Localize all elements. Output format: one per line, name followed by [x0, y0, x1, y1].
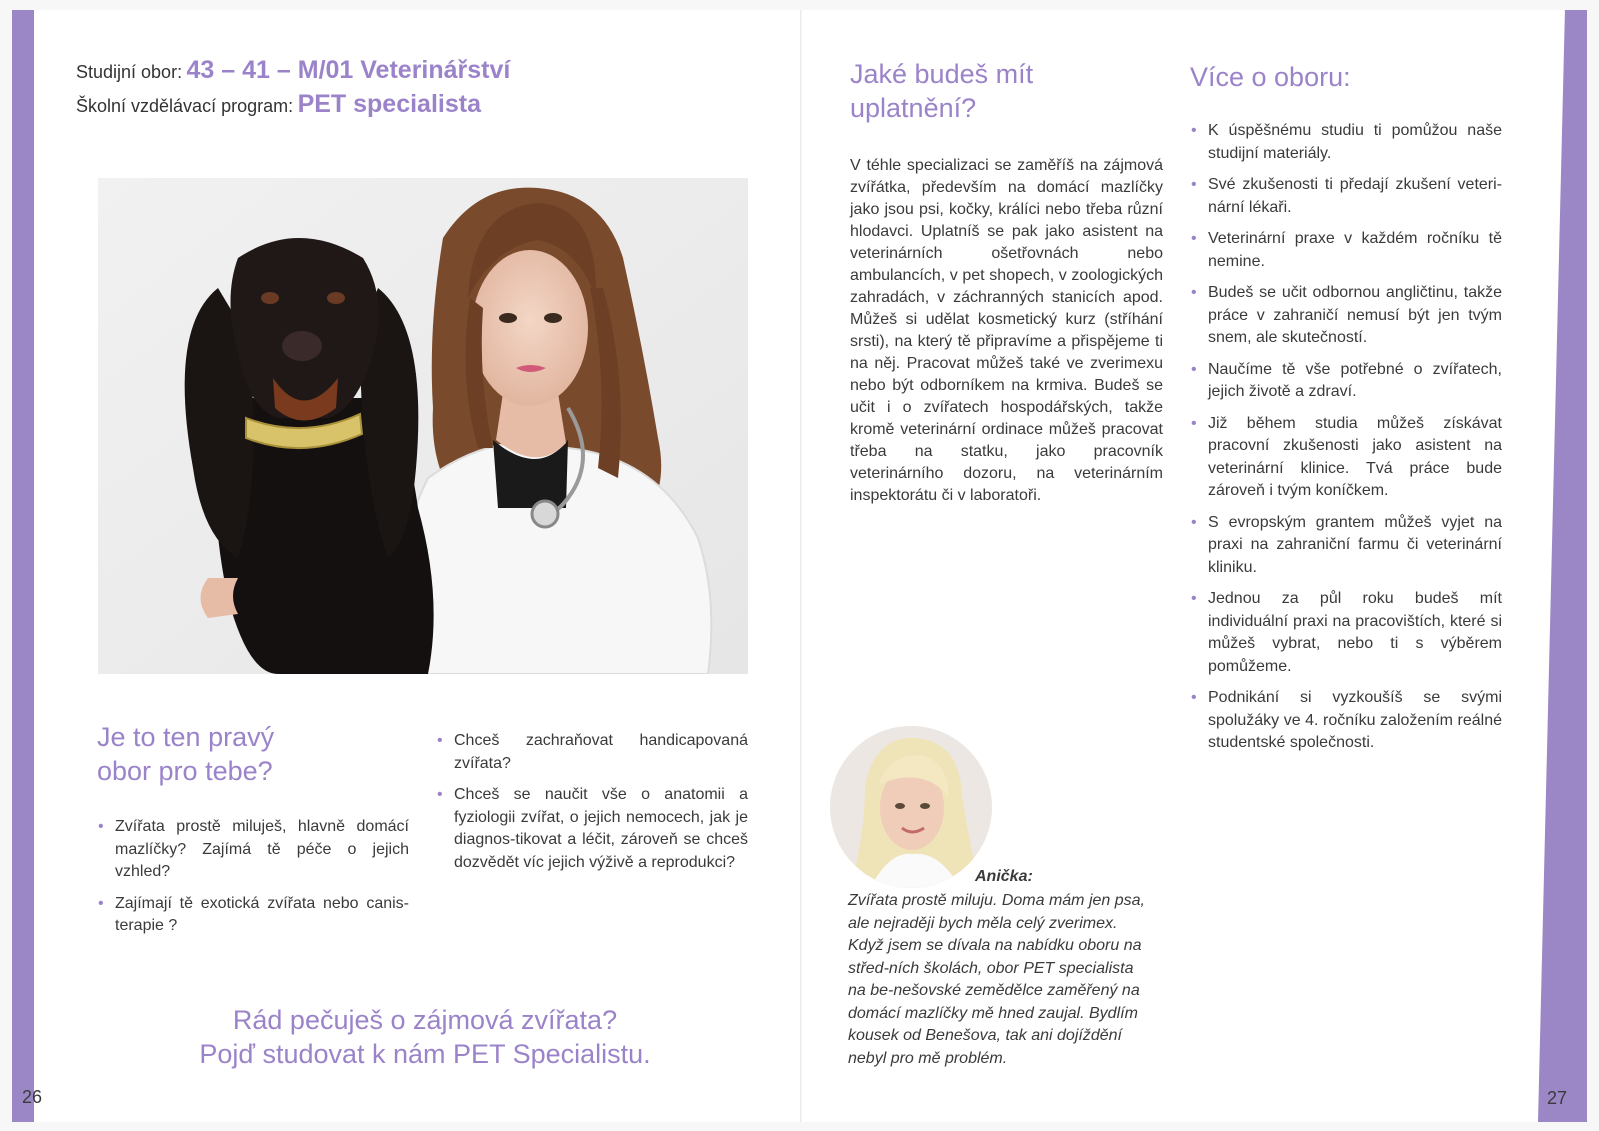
list-item: • S evropským grantem můžeš vyjet na praxi na zahraniční farmu či veterinární kliniku.: [1191, 513, 1502, 576]
student-name: Anička:: [975, 868, 1033, 885]
list-item: • Podnikání si vyzkoušíš se svými spolužáky ve 4. ročníku založením reálné studentské společnosti.: [1191, 689, 1502, 751]
list-item: • Chceš se naučit vše o anatomii a fyziologii zvířat, o jejich nemocech, jak je diagnos-tikovat a léčit, zároveň se chceš dozvědět víc jejich výživě a reprodukci?: [437, 786, 748, 871]
study-field-line: [76, 56, 510, 85]
left-purple-band: [12, 10, 34, 1122]
page-number-left: 26: [22, 1087, 43, 1107]
student-portrait: [830, 726, 992, 888]
jobs-paragraph: V téhle specializaci se zaměříš na zájmová zvířátka, především na domácí mazlíčky jako jsou psi, kočky, králíci nebo třeba různí hlodavci. Uplatníš se pak jako asistent na veterinárních ošetřovnách nebo ambulancích, v pet shopech, v zoologických zahradách, v záchranných stanicích apod. Můžeš si udělat kosmetický kurz (stříhání srsti), na který tě připravíme a přispějeme ti na něj. Pracovat můžeš také ve zverimexu nebo být odborníkem na krmiva. Budeš se učit i o zvířatech hospodářských, takže kromě veterinární ordinace můžeš pracovat třeba na statku, jako pracovník veterinárního dozoru, na veterinárním inspektorátu či v laboratoři.: [850, 157, 1163, 504]
study-field-value: 43 – 41 – M/01 Veterinářství: [186, 56, 511, 84]
bullet-icon: •: [1191, 176, 1197, 193]
right-purple-band: [1538, 10, 1587, 1122]
bullet-icon: •: [1191, 513, 1197, 531]
bullet-icon: •: [1191, 284, 1197, 301]
bullet-icon: •: [1191, 689, 1197, 706]
fit-bullets-col2: [436, 730, 748, 883]
list-item: • Zajímají tě exotická zvířata nebo canis-terapie ?: [98, 894, 409, 934]
jobs-title-line2: uplatnění?: [850, 93, 977, 123]
bullet-icon: •: [1191, 414, 1197, 432]
fit-bullets-col1: [97, 816, 409, 947]
student-portrait-illustration: [830, 726, 992, 888]
bullet-icon: •: [1191, 230, 1197, 247]
bullet-icon: •: [98, 894, 104, 912]
bullet-icon: •: [1191, 122, 1197, 139]
bullet-icon: •: [437, 786, 443, 803]
list-item: • Budeš se učit odbornou angličtinu, takže práce v zahraničí nemusí být jen tvým snem, ale skutečností.: [1191, 284, 1502, 346]
jobs-section-title: [850, 57, 1033, 125]
photo-girl-with-dog-illustration: [98, 178, 748, 674]
student-quote: Zvířata prostě miluju. Doma mám jen psa, ale nejraději bych měla celý zverimex. Když jsem se dívala na nabídku oboru na střed-ních školách, obor PET specialista na be-nešovské zemědělce zaměřený na domácí mazlíčky mě hned zaujal. Bydlím kousek od Benešova, tak ani dojíždění nebyl pro mě problém.: [848, 892, 1145, 1067]
bullet-icon: •: [437, 732, 443, 749]
more-bullets: [1190, 120, 1502, 764]
program-label: Školní vzdělávací program:: [76, 96, 294, 116]
list-item: • Jednou za půl roku budeš mít individuální praxi na pracovištích, které si můžeš vybrat, nebo ti s výběrem pomůžeme.: [1191, 590, 1502, 675]
list-item: • Veterinární praxe v každém ročníku tě nemine.: [1191, 230, 1502, 270]
bullet-icon: •: [1191, 360, 1197, 378]
page-number-right: 27: [1547, 1088, 1568, 1108]
list-item: • Chceš zachraňovat handicapovaná zvířata?: [437, 732, 748, 772]
slogan-line1: Rád pečuješ o zájmová zvířata?: [232, 1005, 618, 1035]
list-item: • Zvířata prostě miluješ, hlavně domácí mazlíčky? Zajímá tě péče o jejich vzhled?: [98, 818, 409, 880]
list-item: • Již během studia můžeš získávat pracovní zkušenosti jako asistent na veterinární klinice. Tvá práce bude zároveň i tvým koníčkem.: [1191, 414, 1502, 499]
fit-title-line2: obor pro tebe?: [97, 756, 273, 786]
more-section-title: Více o oboru:: [1190, 62, 1351, 92]
study-field-label: Studijní obor:: [76, 62, 183, 82]
slogan-line2: Pojď studovat k nám PET Specialistu.: [199, 1039, 651, 1069]
main-photo: [98, 178, 748, 674]
jobs-title-line1: Jaké budeš mít: [850, 59, 1034, 89]
fit-title-line1: Je to ten pravý: [97, 722, 275, 752]
list-item: • K úspěšnému studiu ti pomůžou naše studijní materiály.: [1191, 122, 1502, 162]
list-item: • Naučíme tě vše potřebné o zvířatech, jejich životě a zdraví.: [1191, 360, 1502, 400]
slogan: [150, 1003, 700, 1071]
fit-section-title: [97, 720, 274, 788]
bullet-icon: •: [98, 818, 104, 835]
list-item: • Své zkušenosti ti předají zkušení veteri-nární lékaři.: [1191, 176, 1502, 216]
program-line: [76, 90, 481, 119]
bullet-icon: •: [1191, 590, 1197, 607]
program-value: PET specialista: [297, 90, 481, 118]
